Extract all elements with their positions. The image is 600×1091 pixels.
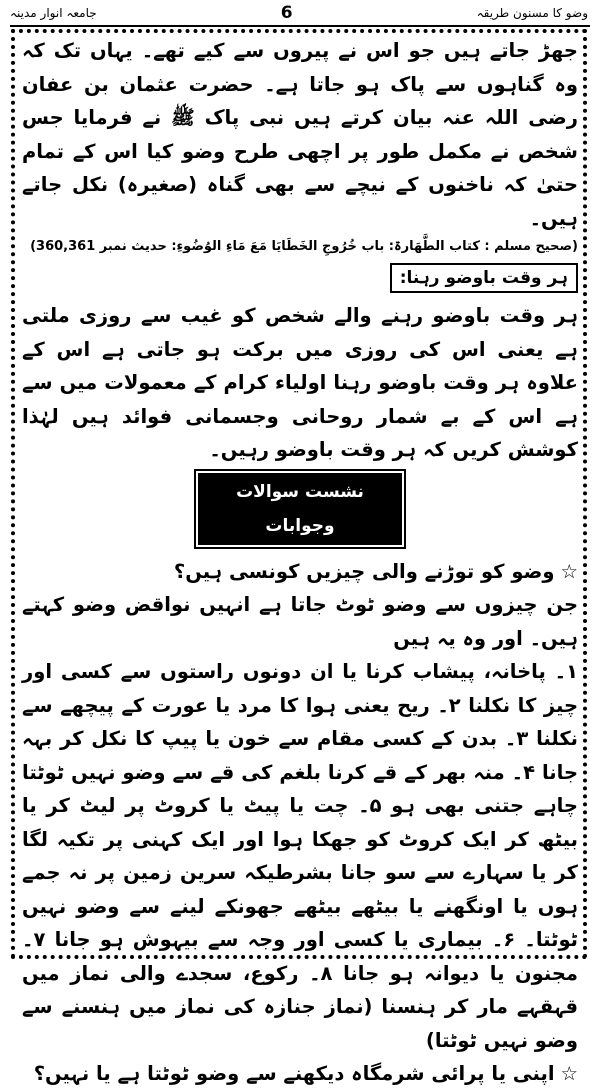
session-banner: نشست سوالات وجوابات xyxy=(198,473,402,545)
header-left-title: جامعہ انوار مدینہ xyxy=(10,6,97,20)
question-1-text: وضو کو توڑنے والی چیزیں کونسی ہیں؟ xyxy=(173,559,555,583)
hadith-reference xyxy=(22,237,578,257)
question-2-text: اپنی یا پرائی شرمگاہ دیکھنے سے وضو ٹوٹتا ہے یا نہیں؟ xyxy=(33,1062,555,1085)
section-heading-always-wudu: ہر وقت باوضو رہنا: xyxy=(390,263,578,293)
header-right-title: وضو کا مسنون طریقہ xyxy=(476,6,588,20)
star-icon: ☆ xyxy=(560,1062,578,1085)
question-2 xyxy=(22,1057,578,1091)
question-1 xyxy=(22,555,578,589)
always-wudu-paragraph: ہر وقت باوضو رہنے والے شخص کو غیب سے روزی ملتی ہے یعنی اس کی روزی میں برکت ہو جاتی ہے اس کے علاوہ ہر وقت باوضو رہنا اولیاء کرام کے معمولات میں سے ہے اس کے بے شمار روحانی وجسمانی فوائد ہیں لہٰذا کوشش کریں کہ ہر وقت باوضو رہیں۔ xyxy=(22,304,578,461)
answer-1-intro: جن چیزوں سے وضو ٹوٹ جاتا ہے انہیں نواقض وضو کہتے ہیں۔ اور وہ یہ ہیں xyxy=(22,593,578,650)
star-icon: ☆ xyxy=(560,559,578,583)
header-divider xyxy=(10,25,590,27)
page-number: 6 xyxy=(280,3,293,23)
reference-text: (صحیح مسلم : کتاب الطَّھَارۃ: باب خُرُوجِ الخَطَایَا مَعَ مَاءِ الوُضُوءِ: حدیث نمبر 360,361) xyxy=(30,239,578,254)
intro-paragraph: جھڑ جاتے ہیں جو اس نے پیروں سے کیے تھے۔ یہاں تک کہ وہ گناہوں سے پاک ہو جاتا ہے۔ حضرت عثمان بن عفان رضی اللہ عنہ بیان کرتے ہیں نبی پاک ﷺ نے فرمایا جس شخص نے مکمل طور پر اچھی طرح وضو کیا اس کے تمام حتیٰ کہ ناخنوں کے نیچے سے بھی گناہ (صغیرہ) نکل جاتے ہیں۔ xyxy=(22,39,578,230)
page-header xyxy=(10,2,588,24)
main-content xyxy=(22,34,578,1091)
answer-1-list: ۱۔ پاخانہ، پیشاب کرنا یا ان دونوں راستوں سے کسی اور چیز کا نکلنا ۲۔ ریح یعنی ہوا کا مرد یا عورت کے پیچھے سے نکلنا ۳۔ بدن کے کسی مقام سے خون یا پیپ کا نکل کر بہہ جانا ۴۔ منہ بھر کے قے کرنا بلغم کی قے سے وضو نہیں ٹوٹتا چاہے جتنی بھی ہو ۵۔ چت یا پیٹ یا کروٹ پر لیٹ کر یا بیٹھ کر ایک کروٹ کو جھکا ہوا اور ایک کہنی پر تکیہ لگا کر یا سہارے سے سو جانا بشرطیکہ سرین زمین پر نہ جمے ہوں یا اونگھنے یا بیٹھے بیٹھے جھونکے لینے سے وضو نہیں ٹوٹتا۔ ۶۔ بیماری یا کسی اور وجہ سے بیہوش ہو جانا ۷۔ مجنون یا دیوانہ ہو جانا ۸۔ رکوع، سجدے والی نماز میں قہقہے مار کر ہنسنا (نماز جنازہ کی نماز میں ہنسنے سے وضو نہیں ٹوٹتا) xyxy=(22,660,579,1052)
